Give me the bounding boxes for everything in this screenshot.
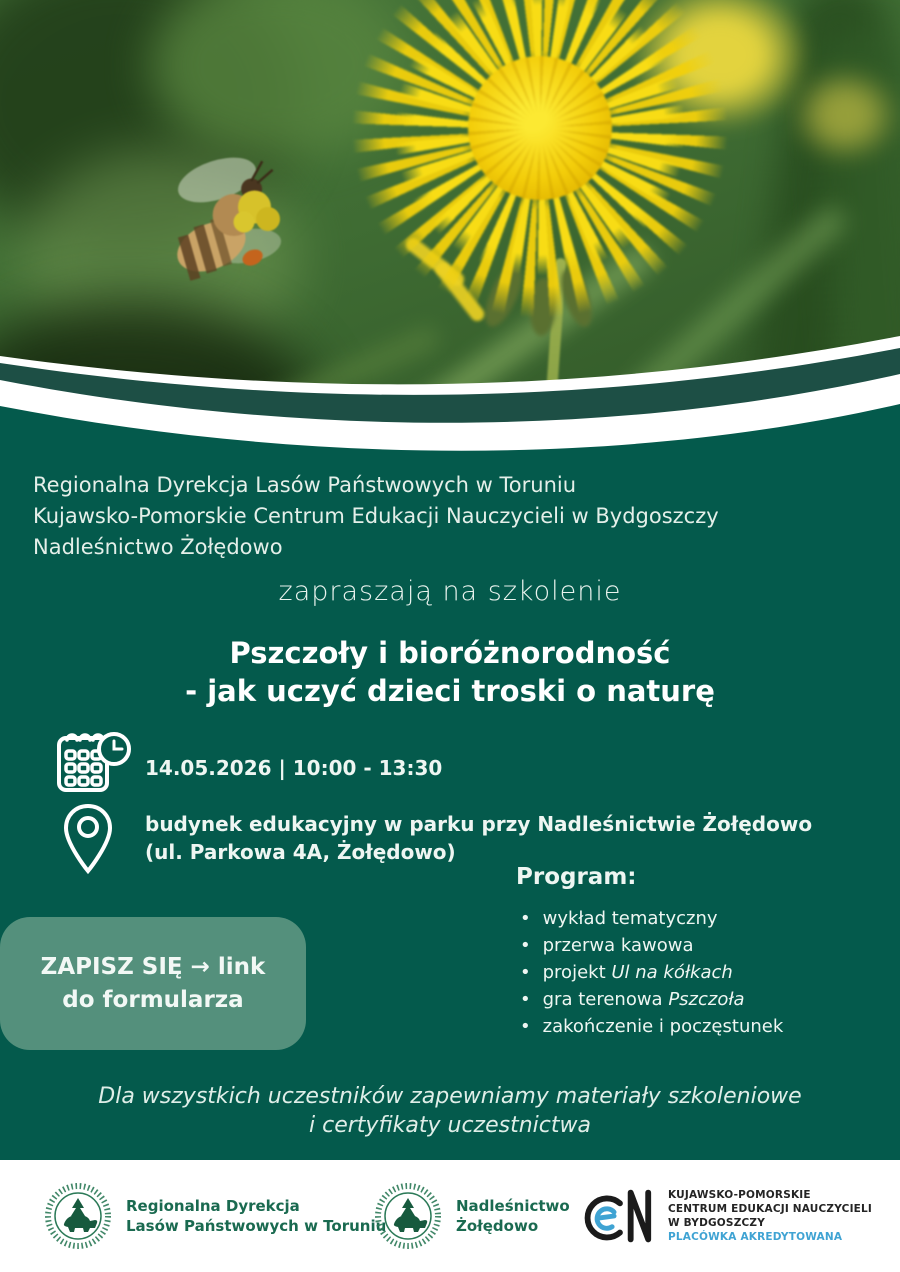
bee-antenna (255, 170, 275, 183)
cen-logo-icon (580, 1186, 656, 1246)
forest-stamp-icon (372, 1180, 444, 1252)
program-item-italic: Pszczoła (668, 989, 745, 1010)
nadlesnictwo-label-line2: Żołędowo (456, 1217, 539, 1235)
program-item-italic: Ul na kółkach (611, 962, 733, 983)
bee (160, 150, 310, 300)
materials-note-line2: i certyfikaty uczestnictwa (309, 1113, 591, 1138)
event-title (0, 634, 900, 710)
event-title-line1: Pszczoły i bioróżnorodność (229, 636, 671, 670)
signup-button-line2: do formularza (62, 986, 244, 1013)
event-location-line2: (ul. Parkowa 4A, Żołędowo) (145, 840, 456, 864)
nadlesnictwo-label-line1: Nadleśnictwo (456, 1197, 570, 1215)
cen-label (668, 1188, 872, 1244)
event-location (145, 810, 812, 866)
forest-stamp-icon (42, 1180, 114, 1252)
organizer-line: Regionalna Dyrekcja Lasów Państwowych w Toruniu (33, 473, 577, 497)
rdlp-label-line1: Regionalna Dyrekcja (126, 1197, 300, 1215)
program-item (520, 905, 783, 932)
program-item (520, 932, 783, 959)
invite-line: zapraszają na szkolenie (278, 576, 622, 607)
cen-label-line2: CENTRUM EDUKACJI NAUCZYCIELI (668, 1203, 873, 1215)
logo-cen (580, 1160, 872, 1272)
program-item (520, 1013, 783, 1040)
calendar-clock-icon (55, 726, 133, 798)
program-item-text: zakończenie i poczęstunek (542, 1016, 784, 1037)
dandelion-center-texture (468, 56, 612, 200)
pollen-clump (234, 212, 255, 233)
event-datetime: 14.05.2026 | 10:00 - 13:30 (145, 756, 443, 780)
event-title-line2: - jak uczyć dzieci troski o naturę (185, 674, 715, 708)
nadlesnictwo-label (456, 1196, 570, 1236)
signup-button[interactable] (0, 917, 306, 1050)
logo-nadlesnictwo (372, 1160, 570, 1272)
program-item-text: gra terenowa (542, 989, 669, 1010)
program-list (520, 905, 783, 1040)
program-item-text: wykład tematyczny (542, 908, 718, 929)
program-item (520, 959, 783, 986)
footer-logos (0, 1160, 900, 1272)
signup-button-line1: ZAPISZ SIĘ → link (40, 953, 266, 980)
location-pin-icon (62, 803, 114, 875)
pollen-clump (256, 207, 280, 231)
curve-divider (0, 330, 900, 462)
content-section (0, 462, 900, 1160)
program-item-text: przerwa kawowa (542, 935, 694, 956)
cen-label-line1: KUJAWSKO-POMORSKIE (668, 1189, 811, 1201)
program-item-text: projekt (542, 962, 612, 983)
organizers-block (33, 470, 719, 563)
dandelion-flower (340, 0, 740, 330)
materials-note (0, 1082, 900, 1140)
organizer-line: Kujawsko-Pomorskie Centrum Edukacji Nauczycieli w Bydgoszczy (33, 504, 719, 528)
logo-rdlp (42, 1160, 386, 1272)
materials-note-line1: Dla wszystkich uczestników zapewniamy materiały szkoleniowe (98, 1084, 802, 1109)
cen-label-line3: W BYDGOSZCZY (668, 1217, 766, 1229)
event-location-line1: budynek edukacyjny w parku przy Nadleśnictwie Żołędowo (145, 812, 813, 836)
rdlp-label-line2: Lasów Państwowych w Toruniu (126, 1217, 387, 1235)
rdlp-label (126, 1196, 386, 1236)
program-item (520, 986, 783, 1013)
cen-accredited-label: PLACÓWKA AKREDYTOWANA (668, 1231, 843, 1243)
program-heading: Program: (516, 864, 637, 890)
organizer-line: Nadleśnictwo Żołędowo (33, 535, 283, 559)
